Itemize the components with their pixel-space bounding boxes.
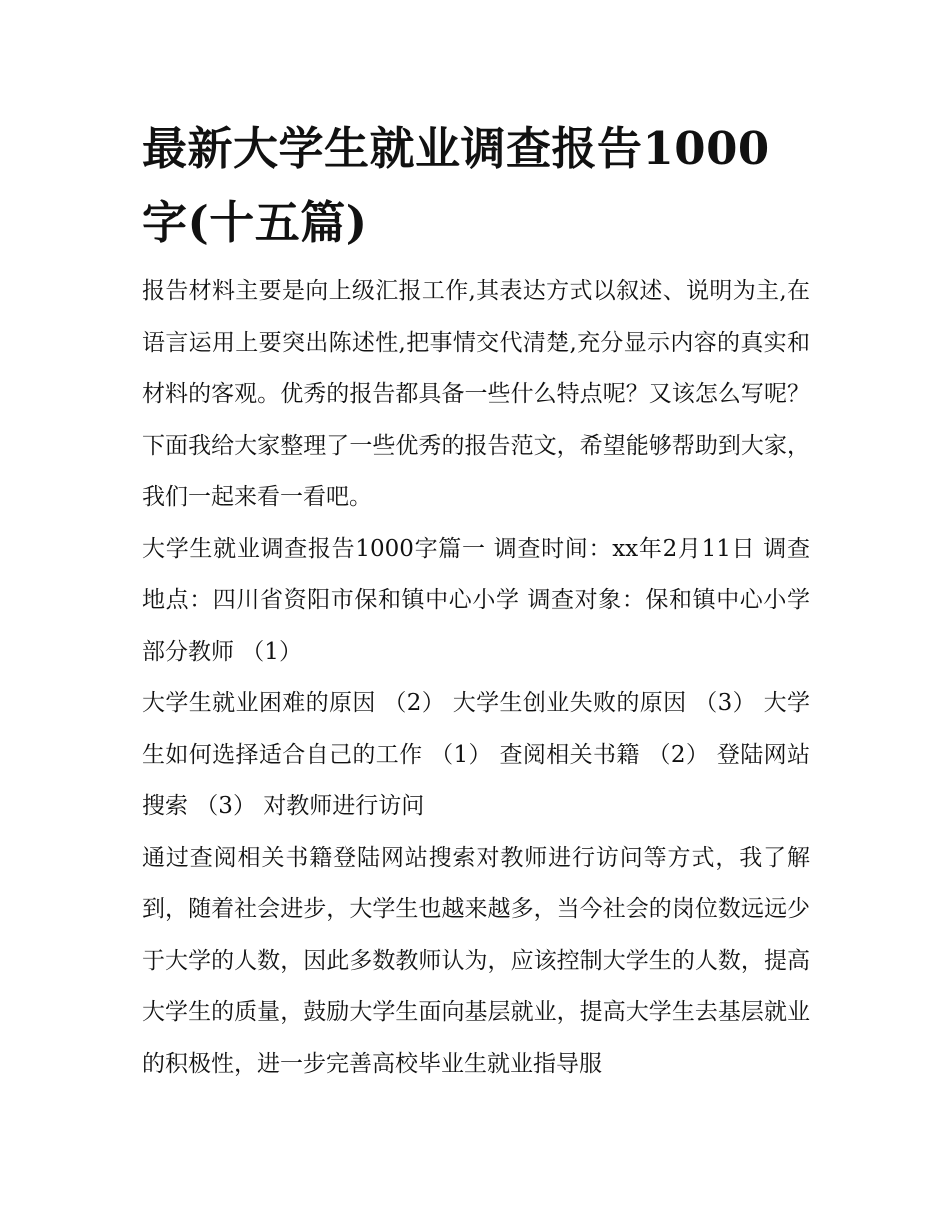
intro-paragraph: 报告材料主要是向上级汇报工作,其表达方式以叙述、说明为主,在语言运用上要突出陈述性,把事情交代清楚,充分显示内容的真实和材料的客观。优秀的报告都具备一些什么特点呢？又该怎么写呢？下面我给大家整理了一些优秀的报告范文，希望能够帮助到大家，我们一起来看一看吧。: [142, 278, 810, 510]
document-title: 最新大学生就业调查报告1000字(十五篇): [142, 122, 770, 249]
findings-paragraph: 通过查阅相关书籍登陆网站搜索对教师进行访问等方式，我了解到，随着社会进步，大学生也越来越多，当今社会的岗位数远远少于大学的人数，因此多数教师认为，应该控制大学生的人数，提高大学生的质量，鼓励大学生面向基层就业，提高大学生去基层就业的积极性，进一步完善高校毕业生就业指导服: [142, 844, 810, 1077]
survey-topics-paragraph: 大学生就业困难的原因 （2） 大学生创业失败的原因 （3） 大学生如何选择适合自己的工作 （1） 查阅相关书籍 （2） 登陆网站搜索 （3） 对教师进行访问: [142, 690, 810, 819]
document-body: [142, 112, 810, 1090]
survey-info-paragraph: 大学生就业调查报告1000字篇一 调查时间：xx年2月11日 调查地点：四川省资阳市保和镇中心小学 调查对象：保和镇中心小学部分教师 （1）: [142, 535, 810, 665]
